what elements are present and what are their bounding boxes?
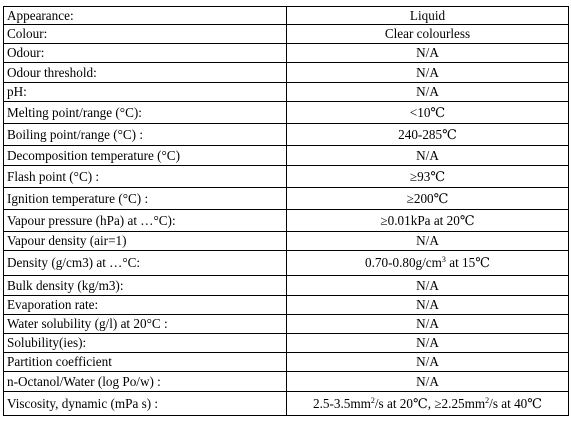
table-row: [4, 25, 569, 44]
property-label: Partition coefficient: [4, 353, 287, 372]
property-value: [287, 392, 569, 416]
property-label: Odour:: [4, 44, 287, 63]
table-row: [4, 372, 569, 392]
table-row: [4, 63, 569, 83]
property-label: Decomposition temperature (°C): [4, 146, 287, 166]
property-value: N/A: [287, 353, 569, 372]
property-label: Vapour density (air=1): [4, 232, 287, 251]
property-value: Clear colourless: [287, 25, 569, 44]
property-label: Water solubility (g/l) at 20°C :: [4, 315, 287, 334]
table-row: [4, 315, 569, 334]
property-value: Liquid: [287, 7, 569, 25]
table-row: [4, 251, 569, 276]
property-label: Bulk density (kg/m3):: [4, 276, 287, 296]
property-label: Colour:: [4, 25, 287, 44]
property-label: Flash point (°C) :: [4, 166, 287, 188]
table-row: [4, 296, 569, 315]
table-row: [4, 146, 569, 166]
density-value-text: 0.70-0.80g/cm: [365, 255, 442, 271]
property-value: N/A: [287, 372, 569, 392]
property-value: ≥93℃: [287, 166, 569, 188]
property-value: N/A: [287, 334, 569, 353]
property-value: ≥0.01kPa at 20℃: [287, 210, 569, 232]
property-value: N/A: [287, 232, 569, 251]
property-label: pH:: [4, 83, 287, 102]
property-label: Vapour pressure (hPa) at …°C):: [4, 210, 287, 232]
property-value: 240-285℃: [287, 124, 569, 146]
property-value: N/A: [287, 276, 569, 296]
viscosity-value-text: 2.5-3.5mm: [312, 395, 371, 411]
viscosity-value-text: /s at 20℃, ≥2.25mm: [374, 395, 486, 411]
table-row: [4, 276, 569, 296]
properties-table: [3, 6, 569, 416]
viscosity-superscript: 2: [370, 395, 375, 405]
property-value: N/A: [287, 296, 569, 315]
property-value: N/A: [287, 63, 569, 83]
property-label: Viscosity, dynamic (mPa s) :: [4, 392, 287, 416]
table-row: [4, 166, 569, 188]
table-row: [4, 102, 569, 124]
density-superscript: 3: [441, 255, 446, 265]
property-label: Density (g/cm3) at …°C:: [4, 251, 287, 276]
property-value: [287, 251, 569, 276]
table-row: [4, 353, 569, 372]
property-label: Boiling point/range (°C) :: [4, 124, 287, 146]
property-label: Odour threshold:: [4, 63, 287, 83]
property-label: Solubility(ies):: [4, 334, 287, 353]
table-row: [4, 210, 569, 232]
property-value: <10℃: [287, 102, 569, 124]
property-label: Melting point/range (°C):: [4, 102, 287, 124]
table-row: [4, 188, 569, 210]
viscosity-value-suffix: /s at 40℃: [489, 395, 543, 411]
property-value: N/A: [287, 315, 569, 334]
table-row: [4, 7, 569, 25]
property-value: ≥200℃: [287, 188, 569, 210]
table-row: [4, 83, 569, 102]
property-label: Appearance:: [4, 7, 287, 25]
property-value: N/A: [287, 146, 569, 166]
table-row: [4, 124, 569, 146]
table-row: [4, 232, 569, 251]
table-row: [4, 392, 569, 416]
density-value-suffix: at 15℃: [445, 255, 490, 271]
property-value: N/A: [287, 44, 569, 63]
table-row: [4, 44, 569, 63]
property-value: N/A: [287, 83, 569, 102]
viscosity-superscript: 2: [485, 395, 490, 405]
property-label: Ignition temperature (°C) :: [4, 188, 287, 210]
table-row: [4, 334, 569, 353]
property-label: n-Octanol/Water (log Po/w) :: [4, 372, 287, 392]
property-label: Evaporation rate:: [4, 296, 287, 315]
